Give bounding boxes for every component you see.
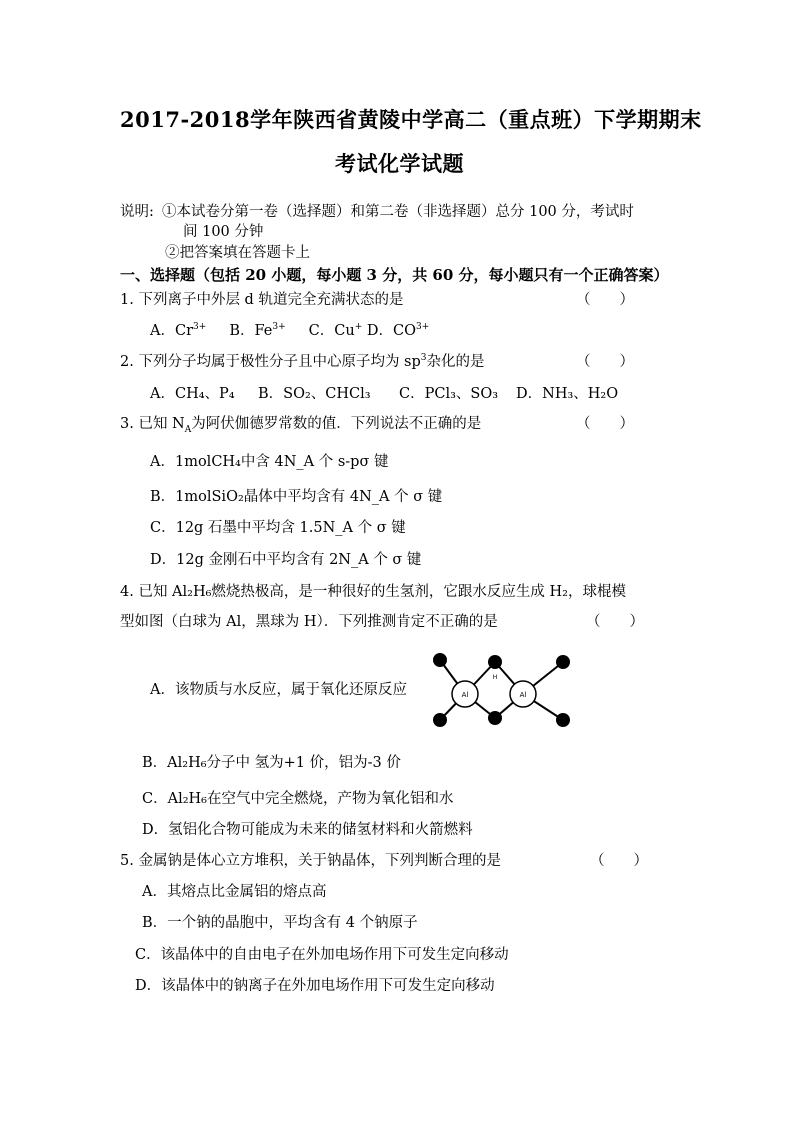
q4-option-d: D．氢铝化合物可能成为未来的储氢材料和火箭燃料 (142, 822, 473, 838)
q2-option-a: A．CH₄、P₄ (150, 386, 235, 402)
q4-answer-blank: （ ） (586, 614, 644, 630)
q5-option-c: C．该晶体中的自由电子在外加电场作用下可发生定向移动 (135, 947, 509, 963)
q1-option-b: B．$Fe^{3+}$ (229, 322, 286, 339)
h-atom-ball (556, 655, 570, 669)
q5-option-b: B．一个钠的晶胞中，平均含有 4 个钠原子 (142, 915, 418, 931)
q2-stem: 2. 下列分子均属于极性分子且中心原子均为 $sp^3$杂化的是 (120, 353, 485, 370)
q1-option-a: A．$Cr^{3+}$ (150, 322, 207, 339)
q2-option-b: B．SO₂、CHCl₃ (258, 386, 371, 402)
q3-option-a: A．1molCH₄中含 4N_A 个 s-pσ 键 (150, 454, 389, 470)
q2-answer-blank: （ ） (576, 354, 634, 370)
q5-option-d: D．该晶体中的钠离子在外加电场作用下可发生定向移动 (135, 978, 495, 994)
q4-stem-line-2: 型如图（白球为 Al，黑球为 H）．下列推测肯定不正确的是 (120, 614, 498, 630)
instructions-item1-line1: ①本试卷分第一卷（选择题）和第二卷（非选择题）总分 100 分，考试时 (162, 204, 634, 220)
al-label-left: Al (461, 691, 469, 699)
q3-option-d: D．12g 金刚石中平均含有 2N_A 个 σ 键 (150, 552, 422, 568)
al2h6-ball-and-stick-model (425, 648, 575, 730)
q4-option-a: A．该物质与水反应，属于氧化还原反应 (150, 682, 407, 698)
q4-stem-line-1: 4. 已知 Al₂H₆燃烧热极高，是一种很好的生氢剂，它跟水反应生成 H₂，球棍模 (120, 584, 626, 600)
al-label-right: Al (519, 691, 527, 699)
q2-option-d: D．NH₃、H₂O (516, 386, 619, 402)
q5-answer-blank: （ ） (590, 853, 648, 869)
q4-option-c: C．Al₂H₆在空气中完全燃烧，产物为氧化铝和水 (142, 791, 454, 807)
h-atom-ball (433, 653, 447, 667)
q1-stem: 1. 下列离子中外层 d 轨道完全充满状态的是 (120, 292, 404, 308)
q2-option-c: C．PCl₃、SO₃ (399, 386, 499, 402)
q1-options (150, 322, 429, 340)
instructions-item1-line2: 间 100 分钟 (183, 224, 264, 240)
title-line-1: 2017-2018学年陕西省黄陵中学高二（重点班）下学期期末 (120, 107, 702, 132)
q3-stem: 3. 已知 $N_A$为阿伏伽德罗常数的值．下列说法不正确的是 (120, 416, 482, 435)
title-line-2: 考试化学试题 (335, 151, 464, 176)
h-atom-ball (556, 713, 570, 727)
h-label: H (492, 674, 498, 681)
q3-answer-blank: （ ） (576, 416, 634, 432)
h-atom-ball (433, 713, 447, 727)
instructions-label: 说明: (120, 204, 154, 220)
instructions-item2: ②把答案填在答题卡上 (165, 245, 310, 261)
q1-option-d: D．$CO^{3+}$ (366, 322, 430, 339)
q1-answer-blank: （ ） (576, 292, 634, 308)
h-bridge-atom-ball (488, 711, 502, 725)
q3-option-b: B．1molSiO₂晶体中平均含有 4N_A 个 σ 键 (150, 489, 443, 505)
q4-option-b: B．Al₂H₆分子中 氢为+1 价，铝为-3 价 (142, 755, 401, 771)
q1-option-c: C．Cu+ (308, 322, 363, 339)
h-bridge-atom-ball (488, 655, 502, 669)
q5-stem: 5. 金属钠是体心立方堆积，关于钠晶体，下列判断合理的是 (120, 853, 501, 869)
q3-option-c: C．12g 石墨中平均含 1.5N_A 个 σ 键 (150, 520, 406, 536)
q5-option-a: A．其熔点比金属铝的熔点高 (142, 884, 327, 900)
section-heading: 一、选择题（包括 20 小题，每小题 3 分，共 60 分，每小题只有一个正确答案） (120, 266, 669, 284)
